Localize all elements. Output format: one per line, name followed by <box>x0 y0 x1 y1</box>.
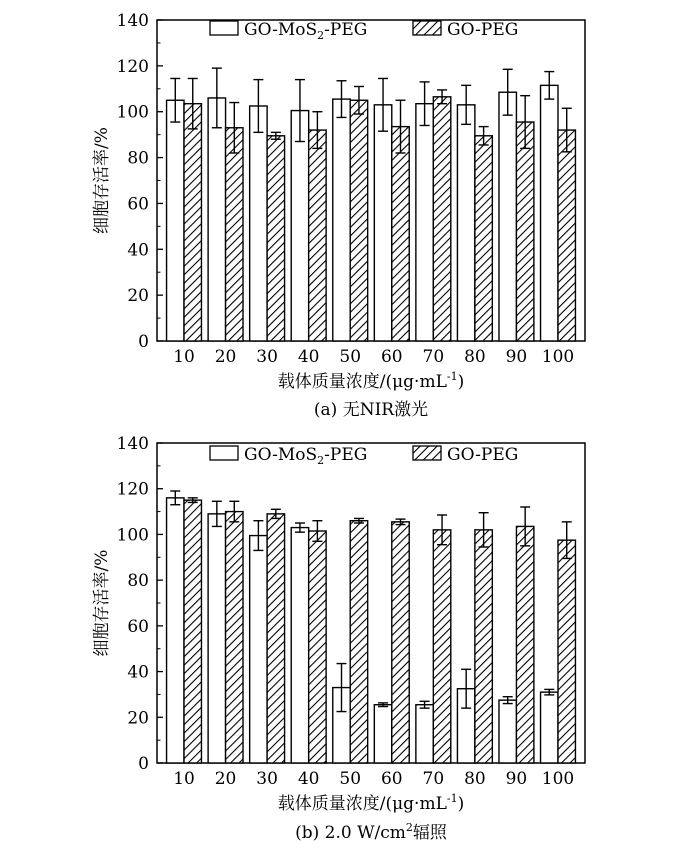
legend-swatch-go-mos2-peg <box>210 21 238 35</box>
bar-go-mos2-peg-80 <box>457 105 474 341</box>
bar-go-peg-30 <box>267 136 284 341</box>
bar-go-peg-20 <box>226 512 243 763</box>
x-axis-label: 载体质量浓度$/(\mu g\cdot mL^{-1})$ <box>277 370 465 392</box>
bar-go-mos2-peg-70 <box>416 104 433 341</box>
bar-go-mos2-peg-50 <box>333 99 350 341</box>
legend-swatch-go-peg <box>413 21 441 35</box>
x-tick-label: 90 <box>505 347 528 367</box>
y-tick-label: 40 <box>127 240 149 261</box>
legend-label-go-mos2-peg: GO-MoS$_2$-PEG <box>244 20 368 42</box>
x-tick-label: 40 <box>297 769 320 789</box>
y-tick-label: 60 <box>127 194 149 215</box>
x-tick-label: 80 <box>464 347 486 367</box>
bar-go-mos2-peg-70 <box>416 705 433 763</box>
chart-panel-b <box>92 434 585 843</box>
legend-label-go-peg: GO-PEG <box>447 20 519 40</box>
bar-go-peg-10 <box>184 104 201 341</box>
bar-go-mos2-peg-40 <box>291 528 308 763</box>
bar-go-peg-20 <box>226 128 243 341</box>
bar-go-mos2-peg-20 <box>208 98 225 341</box>
y-tick-label: 100 <box>116 525 149 546</box>
bar-go-peg-40 <box>309 130 326 341</box>
y-axis-label: 细胞存活率/% <box>92 549 112 657</box>
x-tick-label: 100 <box>541 347 575 367</box>
x-tick-label: 30 <box>256 347 278 367</box>
x-axis-label: 载体质量浓度$/(\mu g\cdot mL^{-1})$ <box>277 792 465 814</box>
x-tick-label: 70 <box>422 347 445 367</box>
legend-swatch-go-peg <box>413 446 441 460</box>
y-tick-label: 60 <box>127 616 149 637</box>
bar-go-peg-90 <box>516 122 533 341</box>
x-tick-label: 50 <box>339 769 362 789</box>
bar-go-mos2-peg-20 <box>208 514 225 763</box>
bar-go-mos2-peg-10 <box>167 100 184 341</box>
x-tick-label: 90 <box>505 769 528 789</box>
y-tick-label: 120 <box>116 56 149 77</box>
x-tick-label: 20 <box>214 769 237 789</box>
legend-swatch-go-mos2-peg <box>210 446 238 460</box>
bar-go-mos2-peg-40 <box>291 111 308 341</box>
y-tick-label: 100 <box>116 102 149 123</box>
bar-go-mos2-peg-60 <box>374 705 391 763</box>
chart-panel-a <box>92 11 585 420</box>
y-tick-label: 80 <box>127 148 149 169</box>
bar-go-peg-80 <box>475 136 492 341</box>
x-tick-label: 10 <box>173 769 195 789</box>
bar-go-mos2-peg-100 <box>541 692 558 763</box>
x-tick-label: 30 <box>256 769 278 789</box>
bar-go-peg-100 <box>558 540 575 763</box>
bar-go-peg-100 <box>558 130 575 341</box>
x-tick-label: 20 <box>214 347 237 367</box>
x-tick-label: 70 <box>422 769 445 789</box>
x-tick-label: 50 <box>339 347 362 367</box>
bar-go-mos2-peg-10 <box>167 498 184 763</box>
x-tick-label: 60 <box>380 347 403 367</box>
bar-go-mos2-peg-90 <box>499 92 516 341</box>
bar-go-peg-10 <box>184 500 201 763</box>
x-tick-label: 10 <box>173 347 195 367</box>
legend-label-go-peg: GO-PEG <box>447 445 519 465</box>
bar-go-peg-70 <box>433 97 450 341</box>
bar-go-peg-50 <box>350 100 367 341</box>
legend <box>210 445 518 467</box>
x-tick-label: 100 <box>541 769 575 789</box>
legend-label-go-mos2-peg: GO-MoS$_2$-PEG <box>244 445 368 467</box>
x-tick-label: 60 <box>380 769 403 789</box>
y-tick-label: 120 <box>116 479 149 500</box>
bar-go-peg-80 <box>475 530 492 763</box>
bar-go-mos2-peg-100 <box>541 85 558 341</box>
bar-go-mos2-peg-60 <box>374 105 391 341</box>
bar-go-mos2-peg-30 <box>250 106 267 341</box>
legend <box>210 20 518 42</box>
bar-go-peg-60 <box>392 522 409 763</box>
y-tick-label: 20 <box>127 286 149 307</box>
panel-caption: (b) 2.0 $W/cm^2$辐照 <box>295 821 447 843</box>
bar-go-peg-60 <box>392 127 409 341</box>
panel-caption: (a) 无NIR激光 <box>313 400 429 420</box>
bar-go-mos2-peg-90 <box>499 700 516 763</box>
bar-go-peg-40 <box>309 531 326 763</box>
y-tick-label: 40 <box>127 662 149 683</box>
y-tick-label: 0 <box>138 332 149 352</box>
bar-go-peg-30 <box>267 514 284 763</box>
bar-go-peg-50 <box>350 521 367 763</box>
y-tick-label: 140 <box>116 11 149 31</box>
x-tick-label: 40 <box>297 347 320 367</box>
y-tick-label: 80 <box>127 571 149 592</box>
bar-go-peg-90 <box>516 526 533 763</box>
bar-go-mos2-peg-30 <box>250 536 267 763</box>
y-tick-label: 20 <box>127 708 149 729</box>
y-tick-label: 0 <box>138 754 149 774</box>
bar-go-peg-70 <box>433 530 450 763</box>
x-tick-label: 80 <box>464 769 486 789</box>
y-tick-label: 140 <box>116 434 149 454</box>
y-axis-label: 细胞存活率/% <box>92 127 112 234</box>
